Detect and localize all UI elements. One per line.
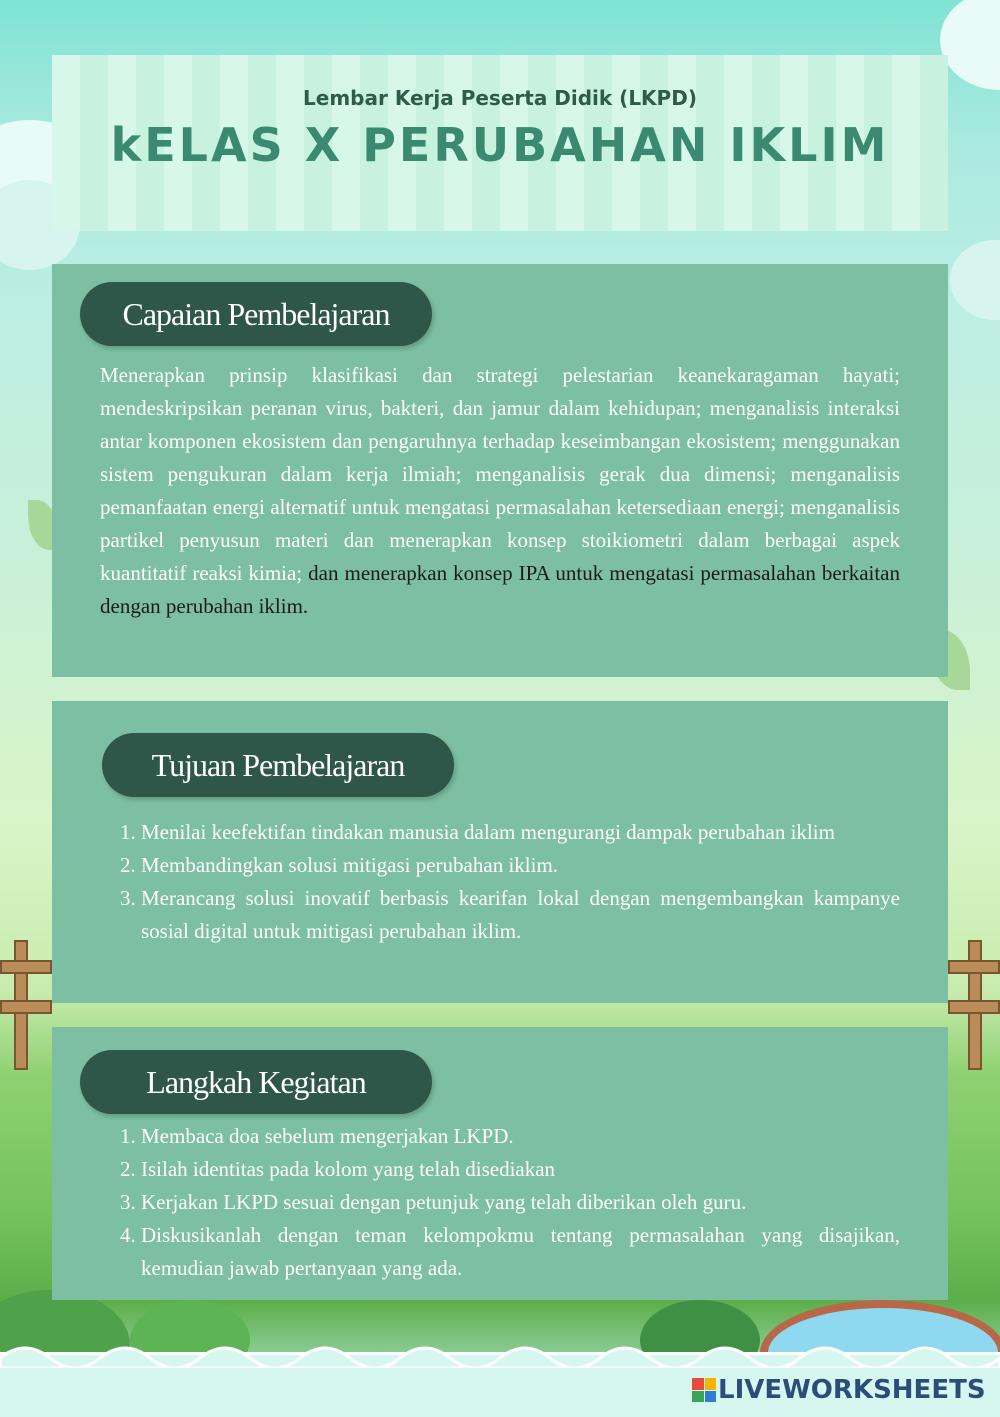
liveworksheets-text: LIVEWORKSHEETS	[718, 1375, 986, 1405]
list-item	[100, 1153, 900, 1186]
list-item-number: 4.	[120, 1223, 136, 1247]
capaian-text	[100, 359, 900, 623]
list-item-text: Kerjakan LKPD sesuai dengan petunjuk yang telah diberikan oleh guru.	[141, 1190, 747, 1214]
list-item-number: 2.	[120, 853, 136, 877]
list-item-text: Membaca doa sebelum mengerjakan LKPD.	[141, 1124, 514, 1148]
list-item-text: Diskusikanlah dengan teman kelompokmu tentang permasalahan yang disajikan, kemudian jawab pertanyaan yang ada.	[141, 1223, 900, 1280]
fence-right-rail	[948, 960, 1000, 974]
fence-left-rail	[0, 960, 52, 974]
fence-left-rail-2	[0, 1000, 52, 1014]
langkah-heading: Langkah Kegiatan	[80, 1050, 432, 1114]
list-item	[100, 1186, 900, 1219]
liveworksheets-logo[interactable]	[692, 1372, 986, 1408]
wave-edge	[0, 1338, 1000, 1368]
list-item	[100, 882, 900, 948]
list-item-text: Menilai keefektifan tindakan manusia dalam mengurangi dampak perubahan iklim	[141, 820, 835, 844]
list-item-number: 2.	[120, 1157, 136, 1181]
tujuan-heading: Tujuan Pembelajaran	[102, 733, 454, 797]
capaian-text-end: dan menerapkan konsep IPA untuk mengatasi permasalahan berkaitan dengan perubahan iklim.	[100, 561, 901, 618]
list-item	[100, 816, 900, 849]
tujuan-list	[100, 816, 900, 948]
list-item	[100, 849, 900, 882]
page-title: kELAS X PERUBAHAN IKLIM	[110, 118, 890, 172]
list-item-text: Merancang solusi inovatif berbasis kearifan lokal dengan mengembangkan kampanye sosial digital untuk mitigasi perubahan iklim.	[141, 886, 900, 943]
list-item-number: 1.	[120, 1124, 136, 1148]
list-item-number: 3.	[120, 886, 136, 910]
liveworksheets-icon	[692, 1378, 716, 1402]
list-item-number: 3.	[120, 1190, 136, 1214]
list-item-text: Isilah identitas pada kolom yang telah disediakan	[141, 1157, 556, 1181]
capaian-text-main: Menerapkan prinsip klasifikasi dan strategi pelestarian keanekaragaman hayati; mendeskripsikan peranan virus, bakteri, dan jamur dalam kehidupan; menganalisis interaksi antar komponen ekosistem dan pengaruhnya terhadap keseimbangan ekosistem; menggunakan sistem pengukuran dalam kerja ilmiah; menganalisis gerak dua dimensi; menganalisis pemanfaatan energi alternatif untuk mengatasi permasalahan ketersediaan energi; menganalisis partikel penyusun materi dan menerapkan konsep stoikiometri dalam berbagai aspek kuantitatif reaksi kimia;	[100, 363, 900, 585]
langkah-list	[100, 1120, 900, 1285]
list-item-text: Membandingkan solusi mitigasi perubahan iklim.	[141, 853, 559, 877]
fence-right-rail-2	[948, 1000, 1000, 1014]
list-item-number: 1.	[120, 820, 136, 844]
capaian-heading: Capaian Pembelajaran	[80, 282, 432, 346]
list-item	[100, 1219, 900, 1285]
page-subtitle: Lembar Kerja Peserta Didik (LKPD)	[303, 86, 697, 110]
list-item	[100, 1120, 900, 1153]
